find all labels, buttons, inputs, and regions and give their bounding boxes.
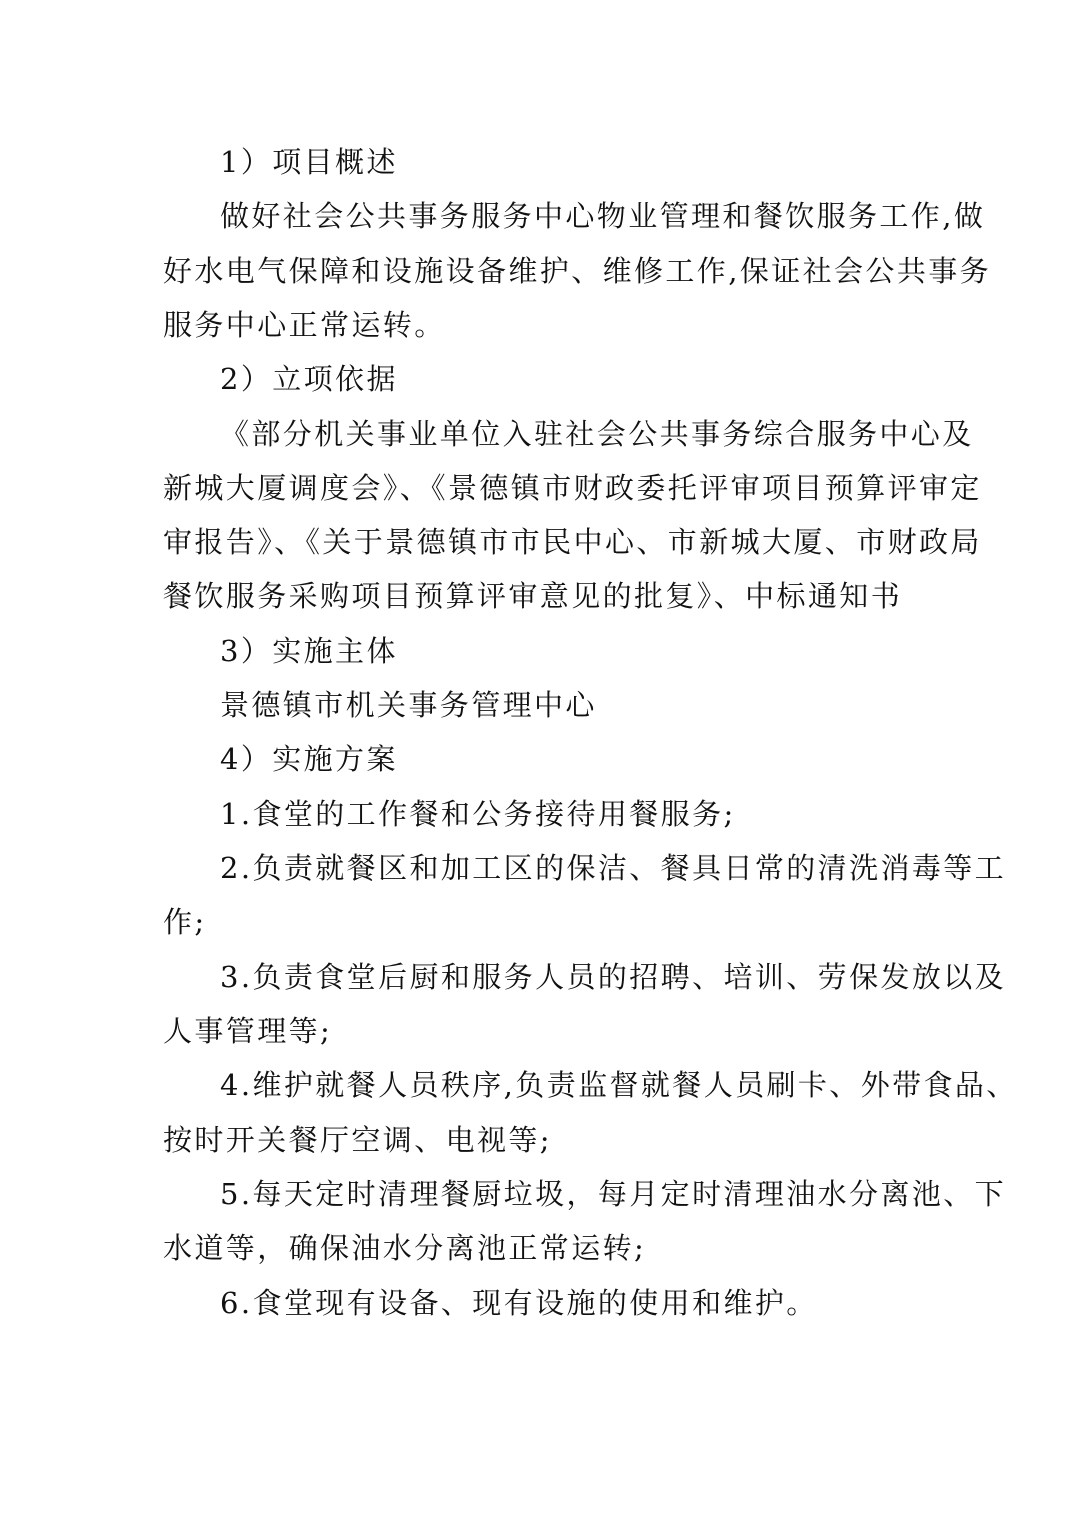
paragraph-line: 《部分机关事业单位入驻社会公共事务综合服务中心及 bbox=[220, 417, 974, 451]
paragraph-line: 服务中心正常运转。 bbox=[163, 308, 446, 342]
list-item-5: 5.每天定时清理餐厨垃圾，每月定时清理油水分离池、下 bbox=[220, 1177, 1007, 1211]
paragraph-line: 做好社会公共事务服务中心物业管理和餐饮服务工作,做 bbox=[220, 199, 986, 233]
list-item-4: 4.维护就餐人员秩序,负责监督就餐人员刷卡、外带食品、 bbox=[220, 1068, 1018, 1102]
section-heading-subject: 3）实施主体 bbox=[220, 634, 398, 668]
list-item-6: 6.食堂现有设备、现有设施的使用和维护。 bbox=[220, 1286, 818, 1320]
paragraph-line: 好水电气保障和设施设备维护、维修工作,保证社会公共事务 bbox=[163, 254, 992, 288]
paragraph-line: 新城大厦调度会》、《景德镇市财政委托评审项目预算评审定 bbox=[163, 471, 982, 505]
list-item-2-cont: 作; bbox=[163, 905, 207, 939]
list-item-4-cont: 按时开关餐厅空调、电视等; bbox=[163, 1123, 552, 1157]
list-item-3-cont: 人事管理等; bbox=[163, 1014, 333, 1048]
section-heading-overview: 1）项目概述 bbox=[220, 145, 398, 179]
paragraph-line: 审报告》、《关于景德镇市市民中心、市新城大厦、市财政局 bbox=[163, 525, 982, 559]
list-item-1: 1.食堂的工作餐和公务接待用餐服务; bbox=[220, 797, 736, 831]
section-heading-plan: 4）实施方案 bbox=[220, 742, 398, 776]
list-item-5-cont: 水道等，确保油水分离池正常运转; bbox=[163, 1231, 647, 1265]
list-item-2: 2.负责就餐区和加工区的保洁、餐具日常的清洗消毒等工 bbox=[220, 851, 1007, 885]
paragraph-line: 餐饮服务采购项目预算评审意见的批复》、中标通知书 bbox=[163, 579, 903, 613]
paragraph-line: 景德镇市机关事务管理中心 bbox=[220, 688, 597, 722]
list-item-3: 3.负责食堂后厨和服务人员的招聘、培训、劳保发放以及 bbox=[220, 960, 1007, 994]
section-heading-basis: 2）立项依据 bbox=[220, 362, 398, 396]
